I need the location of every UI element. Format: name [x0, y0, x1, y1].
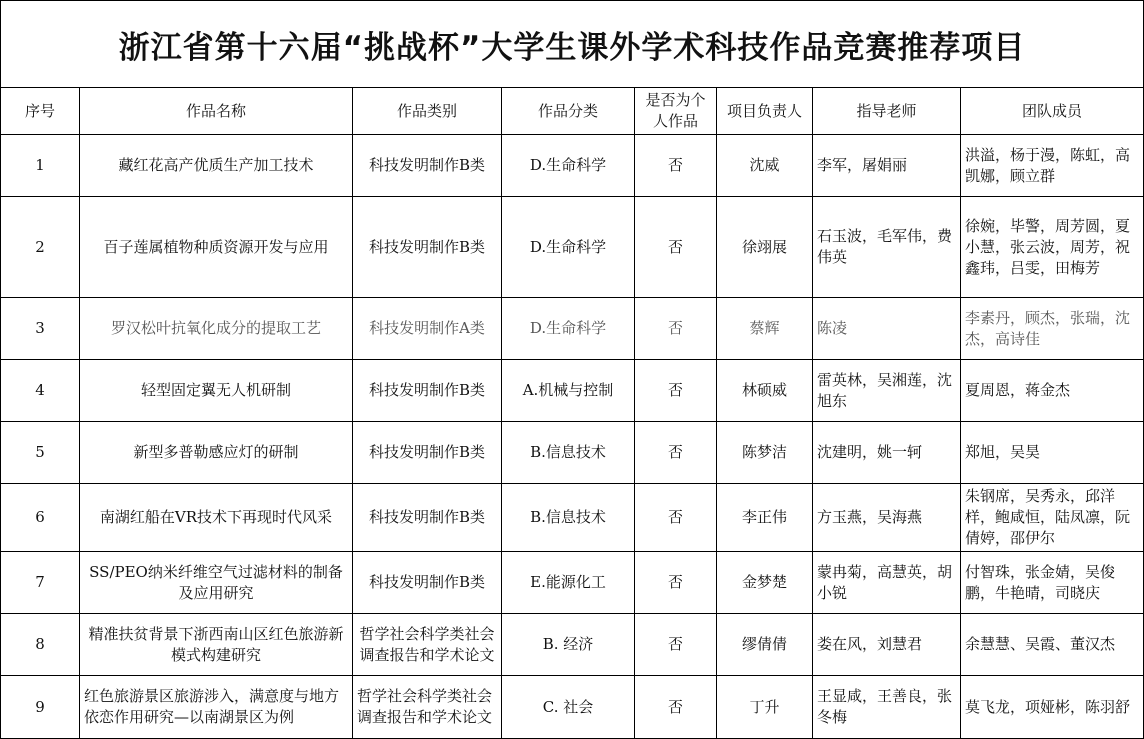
cell-leader: 沈威: [717, 135, 813, 197]
table-row: [1, 614, 1144, 676]
cell-class: D.生命科学: [502, 197, 635, 298]
table-row: [1, 197, 1144, 298]
cell-name: 新型多普勒感应灯的研制: [80, 422, 353, 484]
header-members: 团队成员: [961, 88, 1144, 135]
cell-category: 科技发明制作B类: [353, 360, 502, 422]
cell-advisor: 娄在风，刘慧君: [813, 614, 961, 676]
cell-leader: 李正伟: [717, 484, 813, 552]
header-no: 序号: [1, 88, 80, 135]
cell-category: 科技发明制作B类: [353, 197, 502, 298]
cell-class: E.能源化工: [502, 552, 635, 614]
cell-advisor: 蒙冉菊，高慧英，胡小锐: [813, 552, 961, 614]
cell-category: 哲学社会科学类社会调查报告和学术论文: [353, 676, 502, 739]
cell-members: 莫飞龙，项娅彬，陈羽舒: [961, 676, 1144, 739]
header-advisor: 指导老师: [813, 88, 961, 135]
cell-name: 南湖红船在VR技术下再现时代风采: [80, 484, 353, 552]
table-row: [1, 552, 1144, 614]
cell-name: 百子莲属植物种质资源开发与应用: [80, 197, 353, 298]
cell-leader: 丁升: [717, 676, 813, 739]
cell-members: 李素丹，顾杰，张瑞，沈杰，高诗佳: [961, 298, 1144, 360]
cell-no: 1: [1, 135, 80, 197]
cell-no: 9: [1, 676, 80, 739]
cell-category: 科技发明制作B类: [353, 422, 502, 484]
table-row: [1, 676, 1144, 739]
cell-no: 4: [1, 360, 80, 422]
project-table: [0, 87, 1144, 739]
cell-name: 藏红花高产优质生产加工技术: [80, 135, 353, 197]
cell-class: D.生命科学: [502, 135, 635, 197]
header-leader: 项目负责人: [717, 88, 813, 135]
cell-no: 3: [1, 298, 80, 360]
header-class: 作品分类: [502, 88, 635, 135]
cell-members: 洪溢，杨于漫，陈虹，高凯娜，顾立群: [961, 135, 1144, 197]
cell-individual: 否: [635, 298, 717, 360]
cell-members: 郑旭，吴昊: [961, 422, 1144, 484]
cell-category: 科技发明制作B类: [353, 484, 502, 552]
cell-advisor: 石玉波，毛军伟，费伟英: [813, 197, 961, 298]
cell-leader: 徐翊展: [717, 197, 813, 298]
cell-advisor: 王显咸，王善良，张冬梅: [813, 676, 961, 739]
cell-no: 6: [1, 484, 80, 552]
table-row: [1, 360, 1144, 422]
cell-name: 精准扶贫背景下浙西南山区红色旅游新模式构建研究: [80, 614, 353, 676]
cell-no: 8: [1, 614, 80, 676]
header-name: 作品名称: [80, 88, 353, 135]
cell-individual: 否: [635, 197, 717, 298]
table-row: [1, 422, 1144, 484]
page-title: 浙江省第十六届“挑战杯”大学生课外学术科技作品竞赛推荐项目: [0, 0, 1144, 88]
cell-class: B.信息技术: [502, 484, 635, 552]
cell-members: 付智珠，张金婧，吴俊鹏，牛艳晴，司晓庆: [961, 552, 1144, 614]
cell-no: 7: [1, 552, 80, 614]
cell-advisor: 李军，屠娟丽: [813, 135, 961, 197]
cell-leader: 林硕威: [717, 360, 813, 422]
cell-category: 科技发明制作B类: [353, 552, 502, 614]
cell-class: D.生命科学: [502, 298, 635, 360]
cell-advisor: 陈凌: [813, 298, 961, 360]
cell-advisor: 雷英林，吴湘莲，沈旭东: [813, 360, 961, 422]
cell-category: 科技发明制作A类: [353, 298, 502, 360]
cell-advisor: 沈建明，姚一轲: [813, 422, 961, 484]
cell-individual: 否: [635, 484, 717, 552]
cell-members: 朱钢席，吴秀永，邱洋样，鲍咸恒，陆凤凛，阮倩婷，邵伊尔: [961, 484, 1144, 552]
cell-class: A.机械与控制: [502, 360, 635, 422]
cell-category: 科技发明制作B类: [353, 135, 502, 197]
cell-name: 红色旅游景区旅游涉入，满意度与地方依恋作用研究—以南湖景区为例: [80, 676, 353, 739]
cell-individual: 否: [635, 422, 717, 484]
cell-class: C. 社会: [502, 676, 635, 739]
cell-no: 5: [1, 422, 80, 484]
header-category: 作品类别: [353, 88, 502, 135]
cell-name: 罗汉松叶抗氧化成分的提取工艺: [80, 298, 353, 360]
cell-name: 轻型固定翼无人机研制: [80, 360, 353, 422]
cell-members: 徐婉，毕警，周芳圆，夏小慧，张云波，周芳，祝鑫玮，吕雯，田梅芳: [961, 197, 1144, 298]
table-row: [1, 135, 1144, 197]
cell-individual: 否: [635, 614, 717, 676]
cell-name: SS/PEO纳米纤维空气过滤材料的制备及应用研究: [80, 552, 353, 614]
cell-category: 哲学社会科学类社会调查报告和学术论文: [353, 614, 502, 676]
cell-no: 2: [1, 197, 80, 298]
cell-advisor: 方玉燕，吴海燕: [813, 484, 961, 552]
header-individual: 是否为个人作品: [635, 88, 717, 135]
cell-individual: 否: [635, 135, 717, 197]
cell-leader: 金梦楚: [717, 552, 813, 614]
cell-class: B. 经济: [502, 614, 635, 676]
cell-individual: 否: [635, 676, 717, 739]
cell-individual: 否: [635, 360, 717, 422]
table-row: [1, 484, 1144, 552]
cell-leader: 缪倩倩: [717, 614, 813, 676]
cell-individual: 否: [635, 552, 717, 614]
table-row: [1, 298, 1144, 360]
cell-members: 夏周恩，蒋金杰: [961, 360, 1144, 422]
cell-leader: 陈梦洁: [717, 422, 813, 484]
cell-leader: 蔡辉: [717, 298, 813, 360]
cell-class: B.信息技术: [502, 422, 635, 484]
header-row: [1, 88, 1144, 135]
cell-members: 余慧慧、吴霞、董汉杰: [961, 614, 1144, 676]
